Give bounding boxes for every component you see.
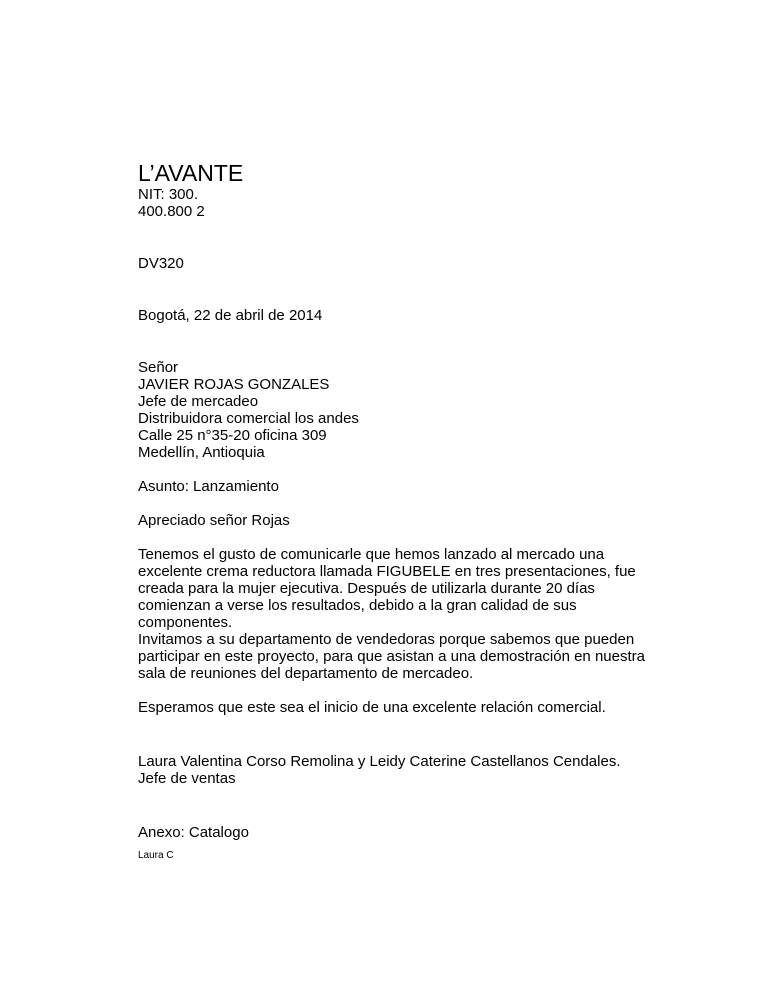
signature-title: Jefe de ventas bbox=[138, 770, 236, 787]
company-name: L’AVANTE bbox=[138, 160, 244, 186]
body-paragraph bbox=[138, 546, 658, 682]
body-line: Invitamos a su departamento de vendedoras porque sabemos que pueden bbox=[138, 631, 635, 648]
body-line: comienzan a verse los resultados, debido a la gran calidad de sus bbox=[138, 597, 577, 614]
greeting-line: Apreciado señor Rojas bbox=[138, 512, 290, 529]
annex-line: Anexo: Catalogo bbox=[138, 824, 249, 841]
body-line: participar en este proyecto, para que asistan a una demostración en nuestra bbox=[138, 648, 645, 665]
closing-sentence: Esperamos que este sea el inicio de una excelente relación comercial. bbox=[138, 699, 606, 716]
signature-block bbox=[138, 753, 658, 787]
signature-names: Laura Valentina Corso Remolina y Leidy Caterine Castellanos Cendales. bbox=[138, 753, 621, 770]
nit-line-2: 400.800 2 bbox=[138, 203, 205, 220]
recipient-position: Jefe de mercadeo bbox=[138, 393, 259, 410]
body-line: componentes. bbox=[138, 614, 233, 631]
recipient-title: Señor bbox=[138, 359, 179, 376]
recipient-name: JAVIER ROJAS GONZALES bbox=[138, 376, 330, 393]
subject-line: Asunto: Lanzamiento bbox=[138, 478, 279, 495]
date-line: Bogotá, 22 de abril de 2014 bbox=[138, 307, 323, 324]
recipient-address: Calle 25 n°35-20 oficina 309 bbox=[138, 427, 327, 444]
nit-line-1: NIT: 300. bbox=[138, 186, 199, 203]
letter-content bbox=[138, 160, 658, 862]
body-line: excelente crema reductora llamada FIGUBELE en tres presentaciones, fue bbox=[138, 563, 636, 580]
recipient-city: Medellín, Antioquia bbox=[138, 444, 265, 461]
letterhead bbox=[138, 160, 658, 272]
body-line: sala de reuniones del departamento de mercadeo. bbox=[138, 665, 474, 682]
body-line: Tenemos el gusto de comunicarle que hemos lanzado al mercado una bbox=[138, 546, 605, 563]
body-line: creada para la mujer ejecutiva. Después de utilizarla durante 20 días bbox=[138, 580, 595, 597]
initials-note: Laura C bbox=[138, 850, 174, 861]
document-code: DV320 bbox=[138, 255, 184, 272]
recipient-company: Distribuidora comercial los andes bbox=[138, 410, 359, 427]
recipient-block bbox=[138, 359, 658, 461]
